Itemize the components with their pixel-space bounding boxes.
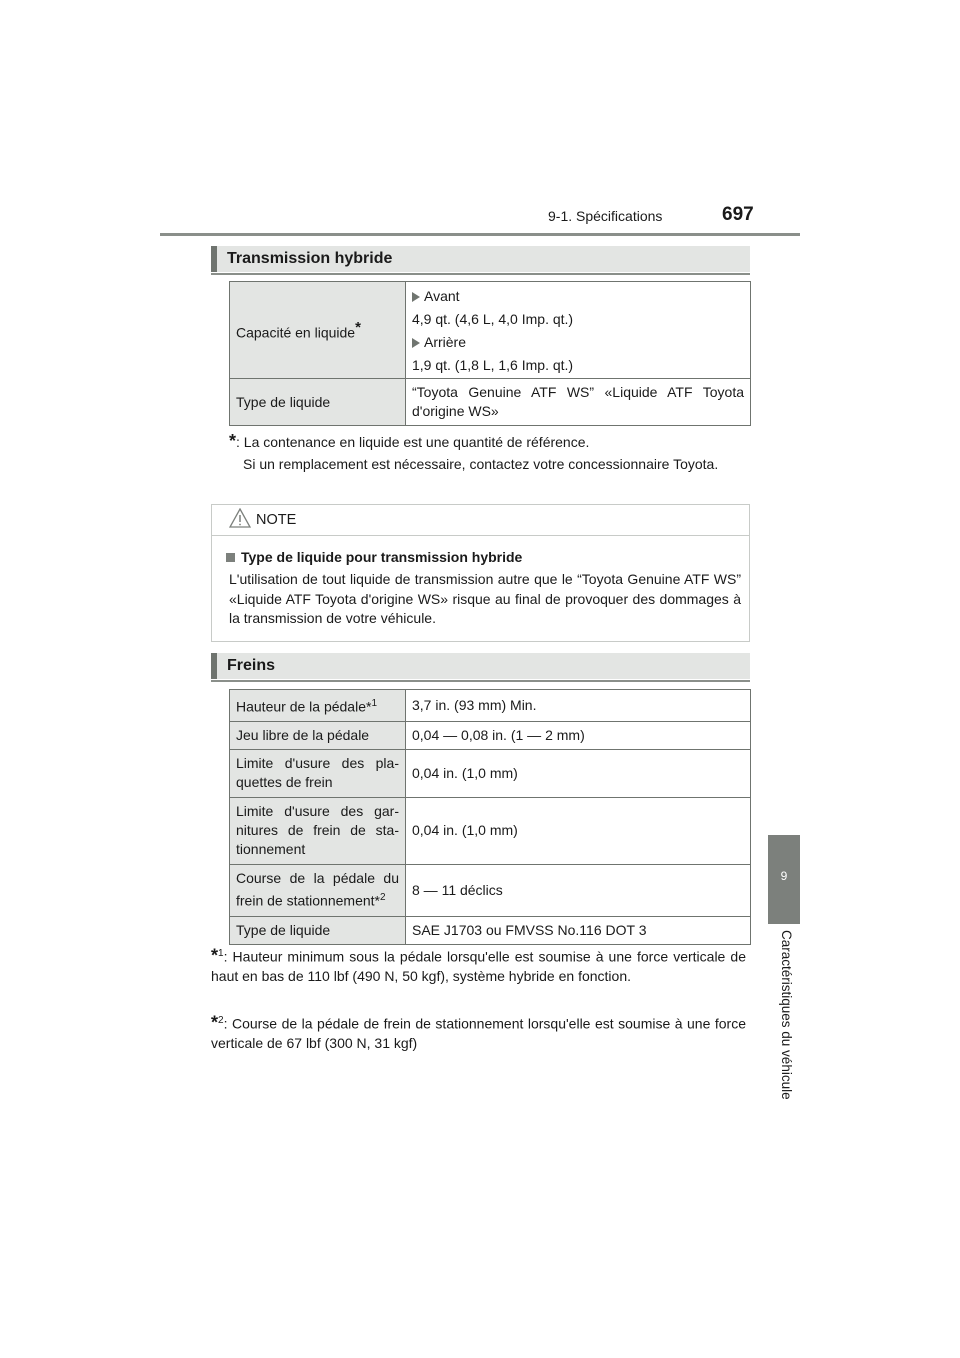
note-heading: NOTE — [256, 512, 297, 528]
note-body: L'utilisation de tout liquide de transmission autre que le “Toyota Genuine ATF WS” «Liquide ATF Toyota d'origine WS» risque au final de provoquer des dommages à la transmission de votre véhicule. — [229, 571, 741, 626]
brakes-heading — [211, 653, 750, 679]
footnote-mark: * — [211, 1012, 219, 1033]
fluid-type-value: “Toyota Genuine ATF WS” «Liquide ATF Toyota d'origine WS» — [406, 379, 751, 426]
brake-value: 0,04 — 0,08 in. (1 — 2 mm) — [406, 721, 751, 749]
front-row — [412, 287, 744, 306]
fluid-type-label: Type de liquide — [230, 379, 406, 426]
note-header — [212, 505, 749, 536]
footnote-text: : La contenance en liquide est une quantité de référence. — [236, 434, 590, 450]
brake-label: Course de la pédale du frein de stationnement* — [236, 870, 399, 909]
brake-label: Jeu libre de la pédale — [230, 721, 406, 749]
header-rule — [160, 233, 800, 236]
note-title: Type de liquide pour transmission hybride — [241, 549, 523, 565]
note-title-row — [226, 549, 522, 565]
brake-value: 8 — 11 déclics — [406, 864, 751, 916]
capacity-value-cell — [406, 282, 751, 379]
brake-label: Type de liquide — [230, 916, 406, 944]
page-number: 697 — [722, 204, 754, 225]
brakes-table — [229, 689, 751, 945]
table-row — [230, 864, 751, 916]
section-title: 9-1. Spécifications — [548, 208, 663, 224]
brake-value: SAE J1703 ou FMVSS No.116 DOT 3 — [406, 916, 751, 944]
rear-row — [412, 333, 744, 352]
brake-label-cell — [230, 864, 406, 916]
front-label: Avant — [424, 288, 460, 304]
brake-value: 0,04 in. (1,0 mm) — [406, 749, 751, 797]
arrow-right-icon — [412, 292, 420, 302]
transmission-footnote-cont: Si un remplacement est nécessaire, contactez votre concessionnaire Toyota. — [243, 456, 719, 472]
square-bullet-icon — [226, 553, 235, 562]
table-row — [230, 721, 751, 749]
capacity-label: Capacité en liquide — [236, 324, 356, 341]
brake-sup: 2 — [379, 892, 386, 904]
table-row — [230, 916, 751, 944]
arrow-right-icon — [412, 338, 420, 348]
transmission-footnote — [229, 432, 750, 452]
note-box — [211, 504, 750, 642]
brake-label-cell — [230, 690, 406, 722]
brake-label: Limite d'usure des gar-nitures de frein de sta-tionnement — [230, 797, 406, 864]
chapter-title: Caractéristiques du véhicule — [779, 930, 794, 1100]
transmission-title: Transmission hybride — [227, 250, 393, 267]
table-row — [230, 282, 751, 379]
brakes-footnote-1 — [211, 944, 746, 986]
capacity-mark: * — [355, 318, 361, 336]
table-row — [230, 749, 751, 797]
footnote-sup: 2 — [218, 1015, 224, 1026]
brakes-title: Freins — [227, 657, 276, 674]
chapter-number: 9 — [780, 869, 788, 883]
transmission-table — [229, 281, 751, 426]
brake-sup: 1 — [371, 698, 377, 709]
rear-label: Arrière — [424, 334, 467, 350]
footnote-text: : Hauteur minimum sous la pédale lorsqu'elle est soumise à une force verticale de haut en bas de 110 lbf (490 N, 50 kgf), système hybride en fonction. — [211, 948, 746, 984]
table-row — [230, 379, 751, 426]
warning-triangle-icon — [229, 508, 251, 528]
brake-label: Limite d'usure des pla-quettes de frein — [230, 749, 406, 797]
footnote-mark: * — [229, 431, 237, 451]
brake-label: Hauteur de la pédale* — [236, 698, 372, 715]
chapter-tab — [768, 835, 800, 924]
rear-value: 1,9 qt. (1,8 L, 1,6 Imp. qt.) — [412, 357, 574, 373]
front-value: 4,9 qt. (4,6 L, 4,0 Imp. qt.) — [412, 311, 574, 327]
table-row — [230, 797, 751, 864]
brakes-footnote-2 — [211, 1011, 746, 1053]
transmission-heading — [211, 246, 750, 272]
footnote-mark: * — [211, 945, 219, 966]
brake-value: 0,04 in. (1,0 mm) — [406, 797, 751, 864]
footnote-sup: 1 — [218, 948, 224, 959]
footnote-text: : Course de la pédale de frein de stationnement lorsqu'elle est soumise à une force verticale de 67 lbf (300 N, 31 kgf) — [211, 1015, 746, 1051]
capacity-label-cell — [230, 282, 406, 379]
brake-value: 3,7 in. (93 mm) Min. — [406, 690, 751, 722]
table-row — [230, 690, 751, 722]
